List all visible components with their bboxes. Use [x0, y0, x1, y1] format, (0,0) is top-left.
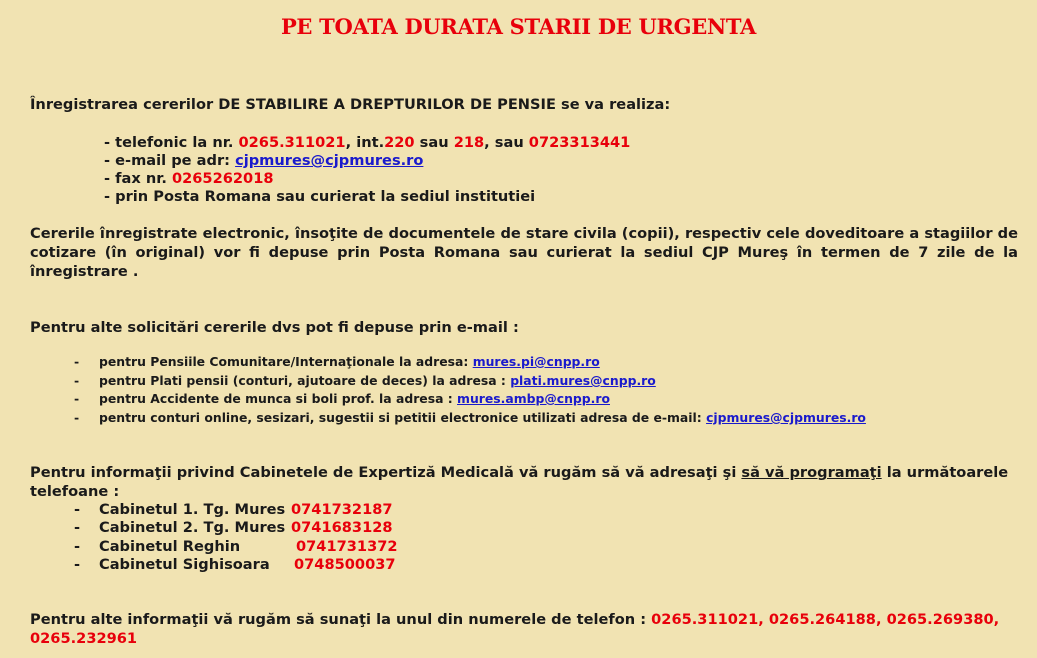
- or-text: sau: [414, 134, 454, 151]
- list-item-text: pentru conturi online, sesizari, sugestii si petitii electronice utilizati adresa de e-mail:: [99, 410, 707, 425]
- cabinet-name: Cabinetul Reghin: [99, 538, 241, 555]
- cabinet-name: Cabinetul 2. Tg. Mures: [99, 519, 286, 536]
- medical-heading-text: Pentru informaţii privind Cabinetele de Expertiză Medicală vă rugăm să vă adresaţi şi: [30, 464, 742, 481]
- email-method: [104, 151, 423, 170]
- cabinet-row: - Cabinetul 2. Tg. Mures 0741683128: [74, 519, 393, 536]
- email-link[interactable]: cjpmures@cjpmures.ro: [235, 152, 424, 169]
- cabinet-name: Cabinetul Sighisoara: [99, 556, 270, 573]
- cabinet-phone: 0741683128: [291, 519, 393, 536]
- phone-label: - telefonic la nr.: [104, 134, 234, 151]
- medical-heading-text-end: la următoarele telefoane :: [30, 464, 1009, 500]
- post-method: - prin Posta Romana sau curierat la sediul institutiei: [104, 188, 536, 205]
- extension-2: 218: [453, 134, 485, 151]
- submission-paragraph: Cererile înregistrate electronic, însoţite de documentele de stare civila (copii), respectiv cele doveditoare a stagiilor de cotizare (în original) vor fi depuse prin Posta Romana sau curierat la sediul CJP Mureş în termen de 7 zile de la înregistrare .: [30, 225, 1018, 280]
- main-phone: 0265.311021: [238, 134, 346, 151]
- footer-phones: 0265.311021, 0265.264188, 0265.269380, 0265.232961: [30, 611, 1000, 647]
- medical-heading: [30, 463, 1010, 501]
- int-label: , int.: [345, 134, 385, 151]
- list-item: - pentru conturi online, sesizari, sugestii si petitii electronice utilizati adresa de e-mail: cjpmures@cjpmures.ro: [74, 410, 866, 425]
- cabinet-row: - Cabinetul Reghin 0741731372: [74, 538, 398, 555]
- cabinet-row: - Cabinetul 1. Tg. Mures 0741732187: [74, 501, 393, 518]
- or-text: , sau: [484, 134, 529, 151]
- page-title: PE TOATA DURATA STARII DE URGENTA: [280, 14, 757, 39]
- list-item-text: pentru Pensiile Comunitare/Internaţionale la adresa:: [99, 354, 473, 369]
- email-link[interactable]: cjpmures@cjpmures.ro: [706, 410, 866, 425]
- extension-1: 220: [384, 134, 415, 151]
- fax-method: [104, 169, 274, 188]
- mobile-phone: 0723313441: [528, 134, 631, 151]
- phone-method: [104, 133, 630, 152]
- footer-info: [30, 610, 1020, 648]
- other-requests-heading: Pentru alte solicitări cererile dvs pot fi depuse prin e-mail :: [30, 319, 519, 336]
- list-item-text: pentru Accidente de munca si boli prof. la adresa :: [99, 391, 458, 406]
- email-link[interactable]: plati.mures@cnpp.ro: [510, 373, 656, 388]
- cabinet-name: Cabinetul 1. Tg. Mures: [99, 501, 286, 518]
- footer-text: Pentru alte informaţii vă rugăm să sunaţi la unul din numerele de telefon :: [30, 611, 652, 628]
- intro-text: Înregistrarea cererilor DE STABILIRE A DREPTURILOR DE PENSIE se va realiza:: [30, 96, 671, 113]
- cabinet-phone: 0748500037: [294, 556, 396, 573]
- email-label: - e-mail pe adr:: [104, 152, 236, 169]
- list-item: - pentru Plati pensii (conturi, ajutoare de deces) la adresa : plati.mures@cnpp.ro: [74, 373, 656, 388]
- email-link[interactable]: mures.ambp@cnpp.ro: [457, 391, 610, 406]
- cabinet-phone: 0741731372: [296, 538, 398, 555]
- list-item: - pentru Pensiile Comunitare/Internaţionale la adresa: mures.pi@cnpp.ro: [74, 354, 600, 369]
- medical-heading-underlined: să vă programaţi: [741, 464, 882, 481]
- fax-number: 0265262018: [171, 170, 274, 187]
- cabinet-phone: 0741732187: [291, 501, 393, 518]
- email-link[interactable]: mures.pi@cnpp.ro: [472, 354, 600, 369]
- fax-label: - fax nr.: [104, 170, 172, 187]
- cabinet-row: - Cabinetul Sighisoara 0748500037: [74, 556, 396, 573]
- list-item: - pentru Accidente de munca si boli prof. la adresa : mures.ambp@cnpp.ro: [74, 391, 610, 406]
- list-item-text: pentru Plati pensii (conturi, ajutoare de deces) la adresa :: [99, 373, 511, 388]
